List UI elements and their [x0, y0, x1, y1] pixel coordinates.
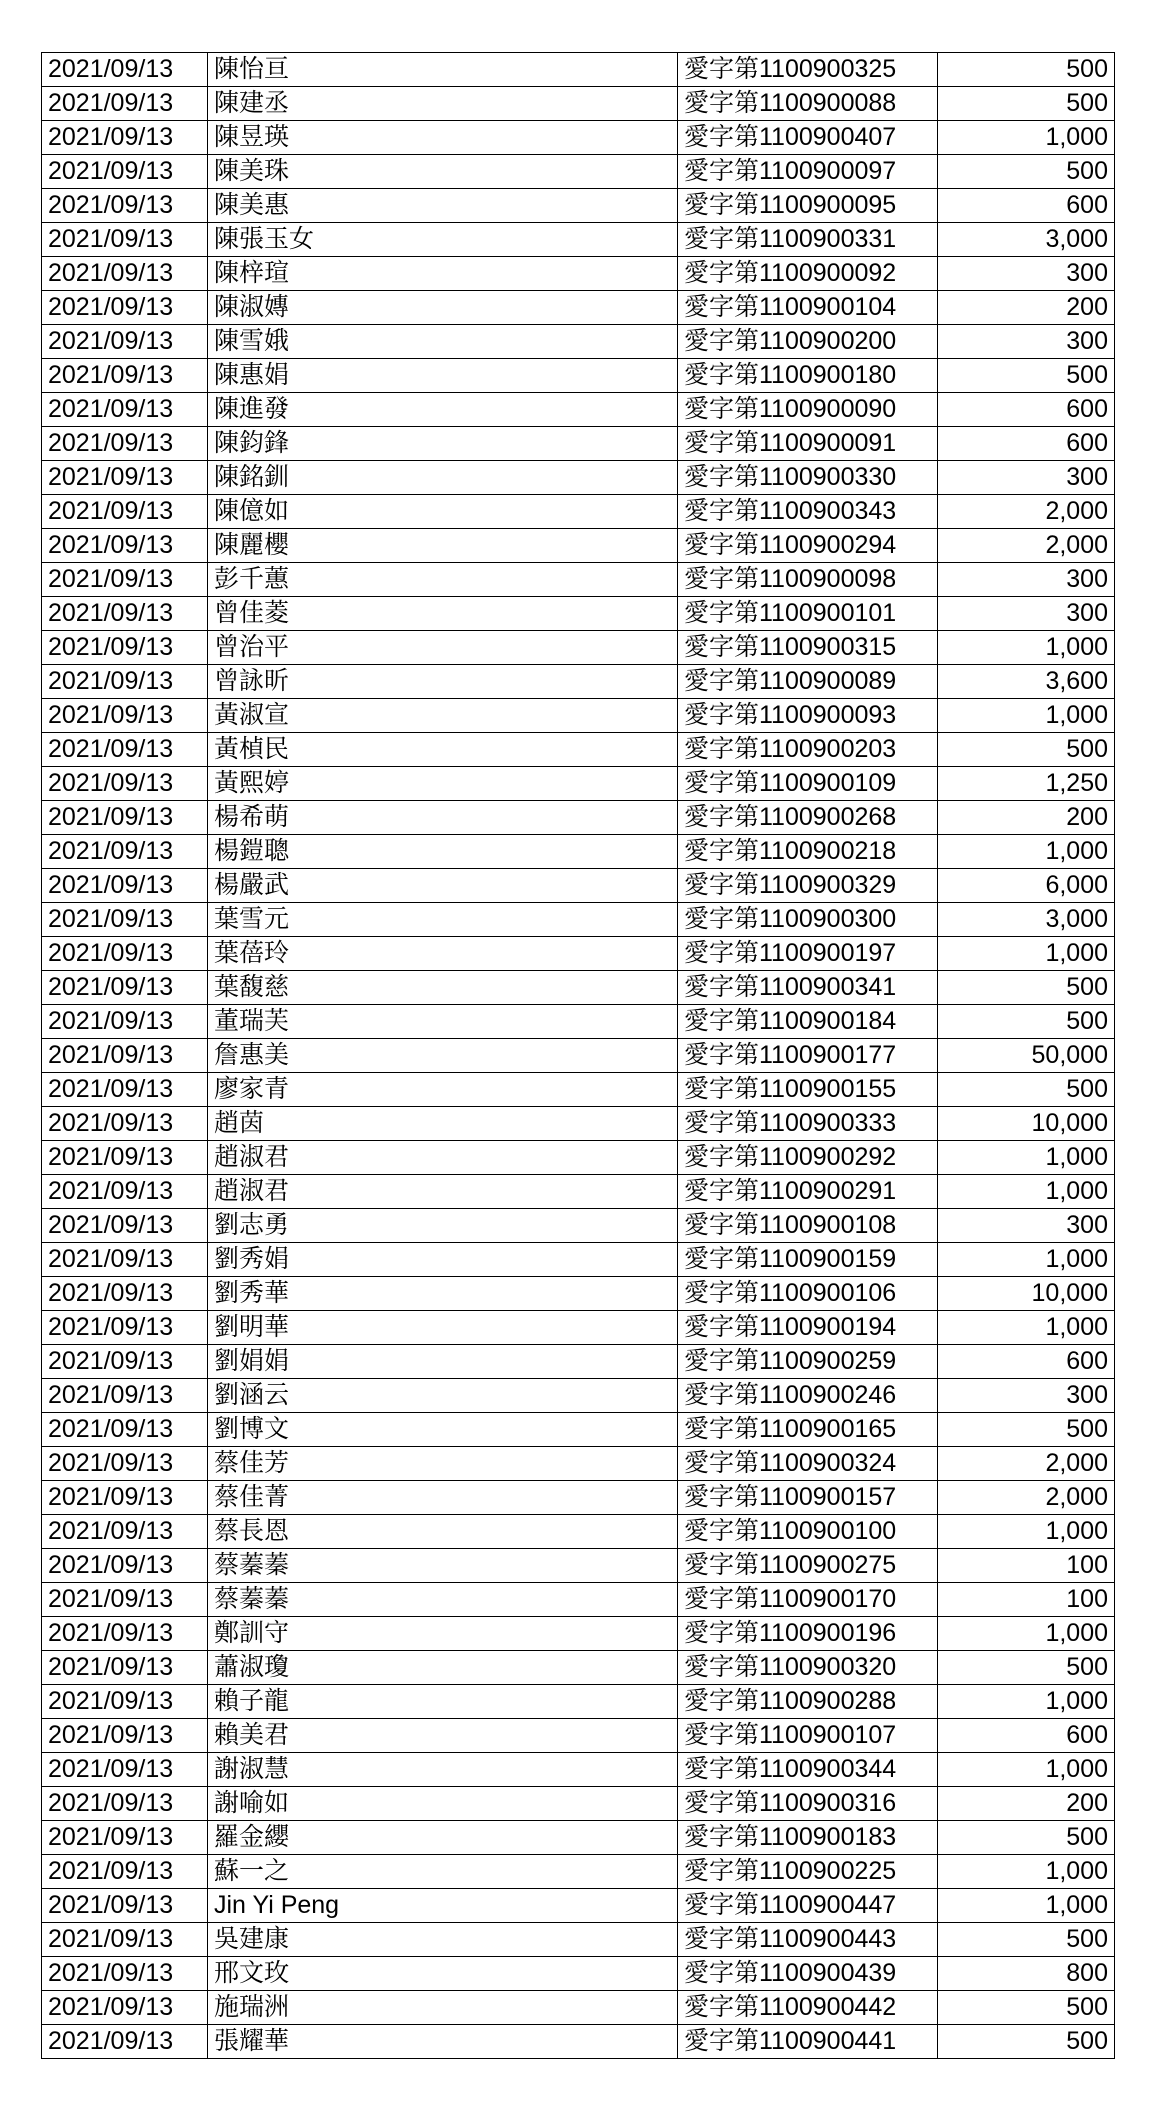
- table-row: [42, 1447, 1115, 1481]
- table-row: [42, 1753, 1115, 1787]
- date-cell: 2021/09/13: [42, 1787, 208, 1821]
- amount-cell: 600: [938, 1345, 1115, 1379]
- date-cell: 2021/09/13: [42, 835, 208, 869]
- donor-name-cell: 黃熙婷: [208, 767, 678, 801]
- date-cell: 2021/09/13: [42, 1413, 208, 1447]
- receipt-number-cell: 愛字第1100900439: [678, 1957, 938, 1991]
- donor-name-cell: 劉秀娟: [208, 1243, 678, 1277]
- amount-cell: 10,000: [938, 1277, 1115, 1311]
- donor-name-cell: 趙淑君: [208, 1175, 678, 1209]
- amount-cell: 10,000: [938, 1107, 1115, 1141]
- date-cell: 2021/09/13: [42, 325, 208, 359]
- donor-name-cell: 陳雪娥: [208, 325, 678, 359]
- amount-cell: 1,000: [938, 121, 1115, 155]
- date-cell: 2021/09/13: [42, 2025, 208, 2059]
- table-row: [42, 1277, 1115, 1311]
- receipt-number-cell: 愛字第1100900180: [678, 359, 938, 393]
- table-row: [42, 189, 1115, 223]
- amount-cell: 1,000: [938, 1175, 1115, 1209]
- table-row: [42, 1311, 1115, 1345]
- date-cell: 2021/09/13: [42, 767, 208, 801]
- amount-cell: 300: [938, 563, 1115, 597]
- receipt-number-cell: 愛字第1100900333: [678, 1107, 938, 1141]
- amount-cell: 300: [938, 1379, 1115, 1413]
- receipt-number-cell: 愛字第1100900089: [678, 665, 938, 699]
- table-row: [42, 1787, 1115, 1821]
- table-row: [42, 1821, 1115, 1855]
- table-row: [42, 121, 1115, 155]
- table-row: [42, 835, 1115, 869]
- amount-cell: 2,000: [938, 1447, 1115, 1481]
- amount-cell: 500: [938, 1651, 1115, 1685]
- amount-cell: 500: [938, 1991, 1115, 2025]
- amount-cell: 500: [938, 53, 1115, 87]
- date-cell: 2021/09/13: [42, 801, 208, 835]
- date-cell: 2021/09/13: [42, 359, 208, 393]
- amount-cell: 100: [938, 1583, 1115, 1617]
- table-row: [42, 1617, 1115, 1651]
- table-row: [42, 1549, 1115, 1583]
- amount-cell: 200: [938, 1787, 1115, 1821]
- receipt-number-cell: 愛字第1100900159: [678, 1243, 938, 1277]
- amount-cell: 500: [938, 1923, 1115, 1957]
- donor-name-cell: 黃楨民: [208, 733, 678, 767]
- receipt-number-cell: 愛字第1100900343: [678, 495, 938, 529]
- table-row: [42, 597, 1115, 631]
- receipt-number-cell: 愛字第1100900097: [678, 155, 938, 189]
- receipt-number-cell: 愛字第1100900442: [678, 1991, 938, 2025]
- amount-cell: 1,000: [938, 1889, 1115, 1923]
- amount-cell: 500: [938, 2025, 1115, 2059]
- donor-name-cell: 陳張玉女: [208, 223, 678, 257]
- amount-cell: 300: [938, 597, 1115, 631]
- table-row: [42, 529, 1115, 563]
- date-cell: 2021/09/13: [42, 733, 208, 767]
- table-row: [42, 325, 1115, 359]
- donor-name-cell: 詹惠美: [208, 1039, 678, 1073]
- table-row: [42, 155, 1115, 189]
- donor-name-cell: 蔡蓁蓁: [208, 1583, 678, 1617]
- donor-name-cell: 董瑞芙: [208, 1005, 678, 1039]
- amount-cell: 800: [938, 1957, 1115, 1991]
- donor-name-cell: 劉娟娟: [208, 1345, 678, 1379]
- table-row: [42, 2025, 1115, 2059]
- donor-name-cell: 彭千蕙: [208, 563, 678, 597]
- receipt-number-cell: 愛字第1100900325: [678, 53, 938, 87]
- receipt-number-cell: 愛字第1100900324: [678, 1447, 938, 1481]
- amount-cell: 500: [938, 359, 1115, 393]
- donor-name-cell: 陳怡亘: [208, 53, 678, 87]
- date-cell: 2021/09/13: [42, 121, 208, 155]
- receipt-number-cell: 愛字第1100900407: [678, 121, 938, 155]
- amount-cell: 3,600: [938, 665, 1115, 699]
- receipt-number-cell: 愛字第1100900200: [678, 325, 938, 359]
- table-row: [42, 631, 1115, 665]
- date-cell: 2021/09/13: [42, 1481, 208, 1515]
- donor-name-cell: 曾詠昕: [208, 665, 678, 699]
- amount-cell: 3,000: [938, 903, 1115, 937]
- amount-cell: 500: [938, 1821, 1115, 1855]
- table-row: [42, 1855, 1115, 1889]
- table-row: [42, 1515, 1115, 1549]
- date-cell: 2021/09/13: [42, 155, 208, 189]
- amount-cell: 1,000: [938, 1753, 1115, 1787]
- amount-cell: 100: [938, 1549, 1115, 1583]
- receipt-number-cell: 愛字第1100900170: [678, 1583, 938, 1617]
- receipt-number-cell: 愛字第1100900218: [678, 835, 938, 869]
- donor-name-cell: 葉蓓玲: [208, 937, 678, 971]
- table-row: [42, 1039, 1115, 1073]
- receipt-number-cell: 愛字第1100900246: [678, 1379, 938, 1413]
- date-cell: 2021/09/13: [42, 1107, 208, 1141]
- date-cell: 2021/09/13: [42, 597, 208, 631]
- receipt-number-cell: 愛字第1100900157: [678, 1481, 938, 1515]
- table-row: [42, 903, 1115, 937]
- date-cell: 2021/09/13: [42, 1855, 208, 1889]
- date-cell: 2021/09/13: [42, 1311, 208, 1345]
- table-row: [42, 1481, 1115, 1515]
- donor-name-cell: 謝喻如: [208, 1787, 678, 1821]
- table-row: [42, 1141, 1115, 1175]
- date-cell: 2021/09/13: [42, 1175, 208, 1209]
- donor-name-cell: 蘇一之: [208, 1855, 678, 1889]
- donor-name-cell: 羅金纓: [208, 1821, 678, 1855]
- date-cell: 2021/09/13: [42, 937, 208, 971]
- amount-cell: 1,000: [938, 1685, 1115, 1719]
- date-cell: 2021/09/13: [42, 1923, 208, 1957]
- receipt-number-cell: 愛字第1100900104: [678, 291, 938, 325]
- donor-name-cell: 陳昱瑛: [208, 121, 678, 155]
- amount-cell: 500: [938, 87, 1115, 121]
- receipt-number-cell: 愛字第1100900196: [678, 1617, 938, 1651]
- amount-cell: 1,000: [938, 1141, 1115, 1175]
- donor-name-cell: 蔡長恩: [208, 1515, 678, 1549]
- amount-cell: 500: [938, 971, 1115, 1005]
- donor-name-cell: 陳美惠: [208, 189, 678, 223]
- donor-name-cell: 葉雪元: [208, 903, 678, 937]
- amount-cell: 500: [938, 155, 1115, 189]
- amount-cell: 1,250: [938, 767, 1115, 801]
- receipt-number-cell: 愛字第1100900101: [678, 597, 938, 631]
- receipt-number-cell: 愛字第1100900225: [678, 1855, 938, 1889]
- amount-cell: 300: [938, 257, 1115, 291]
- date-cell: 2021/09/13: [42, 1753, 208, 1787]
- donor-name-cell: 張耀華: [208, 2025, 678, 2059]
- donor-name-cell: 劉涵云: [208, 1379, 678, 1413]
- amount-cell: 600: [938, 393, 1115, 427]
- table-row: [42, 1413, 1115, 1447]
- date-cell: 2021/09/13: [42, 1651, 208, 1685]
- donor-name-cell: 廖家青: [208, 1073, 678, 1107]
- donor-name-cell: 施瑞洲: [208, 1991, 678, 2025]
- table-row: [42, 257, 1115, 291]
- amount-cell: 600: [938, 427, 1115, 461]
- date-cell: 2021/09/13: [42, 529, 208, 563]
- donor-name-cell: 劉秀華: [208, 1277, 678, 1311]
- amount-cell: 1,000: [938, 1855, 1115, 1889]
- table-row: [42, 461, 1115, 495]
- date-cell: 2021/09/13: [42, 1005, 208, 1039]
- table-row: [42, 1005, 1115, 1039]
- receipt-number-cell: 愛字第1100900092: [678, 257, 938, 291]
- amount-cell: 50,000: [938, 1039, 1115, 1073]
- receipt-number-cell: 愛字第1100900292: [678, 1141, 938, 1175]
- amount-cell: 300: [938, 325, 1115, 359]
- receipt-number-cell: 愛字第1100900177: [678, 1039, 938, 1073]
- donor-name-cell: 陳美珠: [208, 155, 678, 189]
- amount-cell: 300: [938, 1209, 1115, 1243]
- table-row: [42, 87, 1115, 121]
- donor-name-cell: 曾佳菱: [208, 597, 678, 631]
- date-cell: 2021/09/13: [42, 1821, 208, 1855]
- donor-name-cell: 陳淑嫥: [208, 291, 678, 325]
- amount-cell: 1,000: [938, 631, 1115, 665]
- date-cell: 2021/09/13: [42, 1447, 208, 1481]
- donor-name-cell: 賴子龍: [208, 1685, 678, 1719]
- donor-name-cell: 蕭淑瓊: [208, 1651, 678, 1685]
- date-cell: 2021/09/13: [42, 1209, 208, 1243]
- donor-name-cell: 陳麗櫻: [208, 529, 678, 563]
- table-row: [42, 495, 1115, 529]
- receipt-number-cell: 愛字第1100900107: [678, 1719, 938, 1753]
- amount-cell: 1,000: [938, 835, 1115, 869]
- receipt-number-cell: 愛字第1100900447: [678, 1889, 938, 1923]
- receipt-number-cell: 愛字第1100900294: [678, 529, 938, 563]
- amount-cell: 2,000: [938, 529, 1115, 563]
- date-cell: 2021/09/13: [42, 903, 208, 937]
- donor-name-cell: Jin Yi Peng: [208, 1889, 678, 1923]
- table-row: [42, 1719, 1115, 1753]
- date-cell: 2021/09/13: [42, 563, 208, 597]
- table-row: [42, 869, 1115, 903]
- date-cell: 2021/09/13: [42, 869, 208, 903]
- amount-cell: 1,000: [938, 1617, 1115, 1651]
- table-row: [42, 291, 1115, 325]
- receipt-number-cell: 愛字第1100900315: [678, 631, 938, 665]
- donation-ledger-table: [41, 52, 1115, 2059]
- donor-name-cell: 劉志勇: [208, 1209, 678, 1243]
- date-cell: 2021/09/13: [42, 87, 208, 121]
- amount-cell: 200: [938, 801, 1115, 835]
- ledger-body: [42, 53, 1115, 2059]
- receipt-number-cell: 愛字第1100900106: [678, 1277, 938, 1311]
- table-row: [42, 563, 1115, 597]
- donor-name-cell: 蔡蓁蓁: [208, 1549, 678, 1583]
- table-row: [42, 1379, 1115, 1413]
- donor-name-cell: 楊嚴武: [208, 869, 678, 903]
- donor-name-cell: 謝淑慧: [208, 1753, 678, 1787]
- date-cell: 2021/09/13: [42, 1141, 208, 1175]
- receipt-number-cell: 愛字第1100900184: [678, 1005, 938, 1039]
- receipt-number-cell: 愛字第1100900090: [678, 393, 938, 427]
- date-cell: 2021/09/13: [42, 189, 208, 223]
- receipt-number-cell: 愛字第1100900093: [678, 699, 938, 733]
- donor-name-cell: 趙淑君: [208, 1141, 678, 1175]
- donor-name-cell: 楊鎧聰: [208, 835, 678, 869]
- table-row: [42, 1107, 1115, 1141]
- donor-name-cell: 陳惠娟: [208, 359, 678, 393]
- table-row: [42, 699, 1115, 733]
- amount-cell: 3,000: [938, 223, 1115, 257]
- amount-cell: 1,000: [938, 1515, 1115, 1549]
- date-cell: 2021/09/13: [42, 1957, 208, 1991]
- date-cell: 2021/09/13: [42, 257, 208, 291]
- receipt-number-cell: 愛字第1100900155: [678, 1073, 938, 1107]
- receipt-number-cell: 愛字第1100900088: [678, 87, 938, 121]
- date-cell: 2021/09/13: [42, 699, 208, 733]
- date-cell: 2021/09/13: [42, 393, 208, 427]
- receipt-number-cell: 愛字第1100900203: [678, 733, 938, 767]
- date-cell: 2021/09/13: [42, 1719, 208, 1753]
- table-row: [42, 733, 1115, 767]
- table-row: [42, 1991, 1115, 2025]
- date-cell: 2021/09/13: [42, 427, 208, 461]
- amount-cell: 2,000: [938, 495, 1115, 529]
- receipt-number-cell: 愛字第1100900291: [678, 1175, 938, 1209]
- amount-cell: 500: [938, 1005, 1115, 1039]
- date-cell: 2021/09/13: [42, 665, 208, 699]
- date-cell: 2021/09/13: [42, 1583, 208, 1617]
- donor-name-cell: 邢文玫: [208, 1957, 678, 1991]
- date-cell: 2021/09/13: [42, 461, 208, 495]
- donor-name-cell: 曾治平: [208, 631, 678, 665]
- amount-cell: 1,000: [938, 699, 1115, 733]
- table-row: [42, 1073, 1115, 1107]
- receipt-number-cell: 愛字第1100900341: [678, 971, 938, 1005]
- amount-cell: 6,000: [938, 869, 1115, 903]
- donor-name-cell: 劉明華: [208, 1311, 678, 1345]
- table-row: [42, 971, 1115, 1005]
- amount-cell: 600: [938, 1719, 1115, 1753]
- table-row: [42, 937, 1115, 971]
- date-cell: 2021/09/13: [42, 1243, 208, 1277]
- amount-cell: 1,000: [938, 1243, 1115, 1277]
- receipt-number-cell: 愛字第1100900316: [678, 1787, 938, 1821]
- table-row: [42, 53, 1115, 87]
- receipt-number-cell: 愛字第1100900275: [678, 1549, 938, 1583]
- date-cell: 2021/09/13: [42, 1277, 208, 1311]
- date-cell: 2021/09/13: [42, 1617, 208, 1651]
- table-row: [42, 767, 1115, 801]
- donor-name-cell: 賴美君: [208, 1719, 678, 1753]
- donor-name-cell: 陳建丞: [208, 87, 678, 121]
- table-row: [42, 1345, 1115, 1379]
- date-cell: 2021/09/13: [42, 291, 208, 325]
- date-cell: 2021/09/13: [42, 1991, 208, 2025]
- date-cell: 2021/09/13: [42, 1889, 208, 1923]
- table-row: [42, 1651, 1115, 1685]
- table-row: [42, 427, 1115, 461]
- donor-name-cell: 葉馥慈: [208, 971, 678, 1005]
- table-row: [42, 801, 1115, 835]
- donor-name-cell: 劉博文: [208, 1413, 678, 1447]
- donor-name-cell: 陳億如: [208, 495, 678, 529]
- date-cell: 2021/09/13: [42, 53, 208, 87]
- receipt-number-cell: 愛字第1100900197: [678, 937, 938, 971]
- table-row: [42, 223, 1115, 257]
- amount-cell: 2,000: [938, 1481, 1115, 1515]
- donor-name-cell: 陳進發: [208, 393, 678, 427]
- receipt-number-cell: 愛字第1100900268: [678, 801, 938, 835]
- date-cell: 2021/09/13: [42, 1515, 208, 1549]
- amount-cell: 300: [938, 461, 1115, 495]
- receipt-number-cell: 愛字第1100900108: [678, 1209, 938, 1243]
- date-cell: 2021/09/13: [42, 631, 208, 665]
- donor-name-cell: 趙茵: [208, 1107, 678, 1141]
- receipt-number-cell: 愛字第1100900091: [678, 427, 938, 461]
- receipt-number-cell: 愛字第1100900183: [678, 1821, 938, 1855]
- table-row: [42, 1175, 1115, 1209]
- donor-name-cell: 鄭訓守: [208, 1617, 678, 1651]
- receipt-number-cell: 愛字第1100900165: [678, 1413, 938, 1447]
- donor-name-cell: 陳梓瑄: [208, 257, 678, 291]
- donor-name-cell: 蔡佳芳: [208, 1447, 678, 1481]
- table-row: [42, 665, 1115, 699]
- date-cell: 2021/09/13: [42, 1379, 208, 1413]
- table-row: [42, 1685, 1115, 1719]
- date-cell: 2021/09/13: [42, 1073, 208, 1107]
- date-cell: 2021/09/13: [42, 495, 208, 529]
- amount-cell: 500: [938, 733, 1115, 767]
- receipt-number-cell: 愛字第1100900095: [678, 189, 938, 223]
- donor-name-cell: 吳建康: [208, 1923, 678, 1957]
- receipt-number-cell: 愛字第1100900300: [678, 903, 938, 937]
- receipt-number-cell: 愛字第1100900344: [678, 1753, 938, 1787]
- date-cell: 2021/09/13: [42, 971, 208, 1005]
- amount-cell: 500: [938, 1413, 1115, 1447]
- receipt-number-cell: 愛字第1100900441: [678, 2025, 938, 2059]
- date-cell: 2021/09/13: [42, 1345, 208, 1379]
- date-cell: 2021/09/13: [42, 1685, 208, 1719]
- receipt-number-cell: 愛字第1100900194: [678, 1311, 938, 1345]
- receipt-number-cell: 愛字第1100900330: [678, 461, 938, 495]
- donor-name-cell: 黃淑宣: [208, 699, 678, 733]
- amount-cell: 200: [938, 291, 1115, 325]
- donor-name-cell: 陳銘釧: [208, 461, 678, 495]
- receipt-number-cell: 愛字第1100900100: [678, 1515, 938, 1549]
- table-row: [42, 1583, 1115, 1617]
- date-cell: 2021/09/13: [42, 1549, 208, 1583]
- amount-cell: 1,000: [938, 1311, 1115, 1345]
- receipt-number-cell: 愛字第1100900259: [678, 1345, 938, 1379]
- table-row: [42, 393, 1115, 427]
- receipt-number-cell: 愛字第1100900288: [678, 1685, 938, 1719]
- date-cell: 2021/09/13: [42, 1039, 208, 1073]
- amount-cell: 500: [938, 1073, 1115, 1107]
- amount-cell: 600: [938, 189, 1115, 223]
- table-row: [42, 1923, 1115, 1957]
- table-row: [42, 1957, 1115, 1991]
- table-row: [42, 1889, 1115, 1923]
- amount-cell: 1,000: [938, 937, 1115, 971]
- donor-name-cell: 蔡佳菁: [208, 1481, 678, 1515]
- donor-name-cell: 楊希萌: [208, 801, 678, 835]
- date-cell: 2021/09/13: [42, 223, 208, 257]
- table-row: [42, 1243, 1115, 1277]
- table-row: [42, 359, 1115, 393]
- receipt-number-cell: 愛字第1100900109: [678, 767, 938, 801]
- receipt-number-cell: 愛字第1100900331: [678, 223, 938, 257]
- donor-name-cell: 陳鈞鋒: [208, 427, 678, 461]
- receipt-number-cell: 愛字第1100900329: [678, 869, 938, 903]
- table-row: [42, 1209, 1115, 1243]
- receipt-number-cell: 愛字第1100900443: [678, 1923, 938, 1957]
- receipt-number-cell: 愛字第1100900098: [678, 563, 938, 597]
- receipt-number-cell: 愛字第1100900320: [678, 1651, 938, 1685]
